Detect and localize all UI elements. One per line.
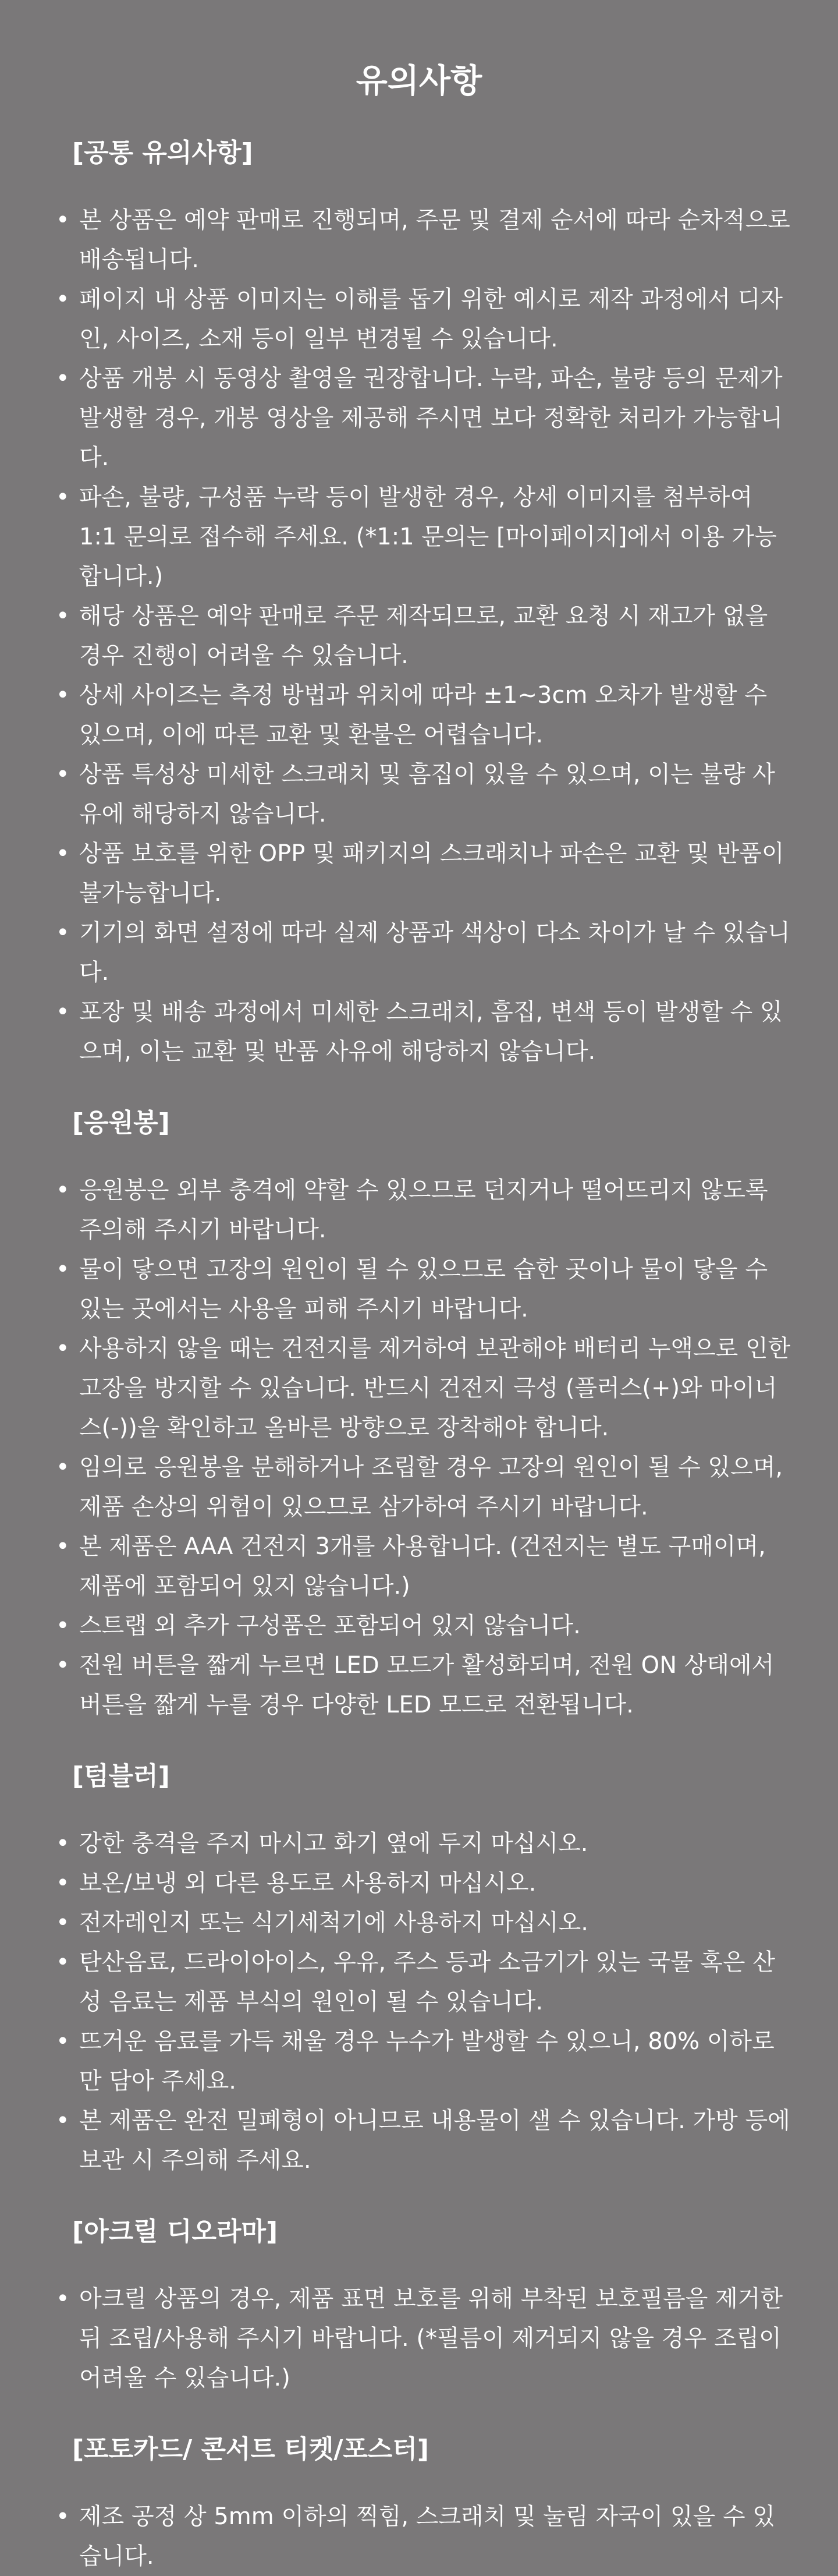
notice-text: 상세 사이즈는 측정 방법과 위치에 따라 ±1~3cm 오차가 발생할 수 있으며, 이에 따른 교환 및 환불은 어렵습니다. [79,682,768,748]
notice-text: 응원봉은 외부 충격에 약할 수 있으므로 던지거나 떨어뜨리지 않도록 주의해 주시기 바랍니다. [79,1177,768,1243]
bullet-icon: • [56,1335,70,1362]
notice-section [0,135,838,1071]
bullet-icon: • [56,2503,70,2530]
bullet-icon: • [56,1177,70,1204]
notice-item [0,279,838,359]
bullet-icon: • [56,603,70,629]
notice-item [0,1903,838,1942]
notice-text: 파손, 불량, 구성품 누락 등이 발생한 경우, 상세 이미지를 첨부하여 1:1 문의로 접수해 주세요. (*1:1 문의는 [마이페이지]에서 이용 가능합니다.) [79,484,777,590]
notice-item [0,755,838,834]
notice-item [0,200,838,279]
notice-text: 사용하지 않을 때는 건전지를 제거하여 보관해야 배터리 누액으로 인한 고장을 방지할 수 있습니다. 반드시 건전지 극성 (플러스(+)와 마이너스(-))을 확인하고 올바른 방향으로 장착해야 합니다. [79,1335,791,1441]
notice-item [0,2101,838,2180]
notice-text: 해당 상품은 예약 판매로 주문 제작되므로, 교환 요청 시 재고가 없을 경우 진행이 어려울 수 있습니다. [79,603,768,669]
notice-item [0,1646,838,1725]
notice-section [0,2214,838,2398]
section-heading: [텀블러] [72,1761,170,1791]
notice-text: 본 제품은 완전 밀폐형이 아니므로 내용물이 샐 수 있습니다. 가방 등에 보관 시 주의해 주세요. [79,2107,790,2174]
notice-sections [0,135,838,2576]
notice-text: 강한 충격을 주지 마시고 화기 옆에 두지 마십시오. [79,1830,588,1857]
notice-text: 본 상품은 예약 판매로 진행되며, 주문 및 결제 순서에 따라 순차적으로 배송됩니다. [79,207,790,273]
notice-item [0,913,838,992]
notice-item [0,477,838,596]
section-heading: [아크릴 디오라마] [72,2217,278,2246]
notice-item [0,834,838,913]
notice-text: 아크릴 상품의 경우, 제품 표면 보호를 위해 부착된 보호필름을 제거한 뒤 조립/사용해 주시기 바랍니다. (*필름이 제거되지 않을 경우 조립이 어려울 수 있습니다.) [79,2285,783,2391]
bullet-icon: • [56,999,70,1025]
notice-text: 포장 및 배송 과정에서 미세한 스크래치, 흠집, 변색 등이 발생할 수 있으며, 이는 교환 및 반품 사유에 해당하지 않습니다. [79,999,783,1065]
notice-text: 탄산음료, 드라이아이스, 우유, 주스 등과 소금기가 있는 국물 혹은 산성 음료는 제품 부식의 원인이 될 수 있습니다. [79,1949,775,2015]
bullet-icon: • [56,1830,70,1857]
bullet-icon: • [56,1256,70,1283]
notice-section [0,1758,838,2180]
notice-list [0,2279,838,2398]
notice-item [0,1863,838,1903]
notice-text: 상품 보호를 위한 OPP 및 패키지의 스크래치나 파손은 교환 및 반품이 불가능합니다. [79,840,784,907]
notice-item [0,1606,838,1646]
notice-section [0,2432,838,2576]
page-title: 유의사항 [356,62,482,100]
bullet-icon: • [56,1949,70,1976]
notice-item [0,2497,838,2576]
notice-list [0,200,838,1071]
bullet-icon: • [56,1909,70,1936]
bullet-icon: • [56,840,70,867]
bullet-icon: • [56,207,70,233]
bullet-icon: • [56,919,70,946]
notice-list [0,1824,838,2180]
notice-list [0,2497,838,2576]
bullet-icon: • [56,1533,70,1560]
notice-text: 전원 버튼을 짧게 누르면 LED 모드가 활성화되며, 전원 ON 상태에서 버튼을 짧게 누를 경우 다양한 LED 모드로 전환됩니다. [79,1652,775,1718]
notice-section [0,1105,838,1725]
notice-item [0,2022,838,2101]
notice-text: 상품 개봉 시 동영상 촬영을 권장합니다. 누락, 파손, 불량 등의 문제가 발생할 경우, 개봉 영상을 제공해 주시면 보다 정확한 처리가 가능합니다. [79,365,783,471]
notice-item [0,1448,838,1527]
bullet-icon: • [56,761,70,788]
bullet-icon: • [56,682,70,709]
notice-item [0,1527,838,1606]
bullet-icon: • [56,1454,70,1481]
notice-text: 상품 특성상 미세한 스크래치 및 흠집이 있을 수 있으며, 이는 불량 사유에 해당하지 않습니다. [79,761,775,827]
bullet-icon: • [56,484,70,511]
notice-item [0,359,838,477]
bullet-icon: • [56,2107,70,2134]
bullet-icon: • [56,365,70,392]
section-heading: [응원봉] [72,1108,170,1138]
notice-text: 페이지 내 상품 이미지는 이해를 돕기 위한 예시로 제작 과정에서 디자인, 사이즈, 소재 등이 일부 변경될 수 있습니다. [79,286,783,352]
bullet-icon: • [56,1652,70,1679]
notice-item [0,1329,838,1448]
notice-item [0,1250,838,1329]
notice-text: 보온/보냉 외 다른 용도로 사용하지 마십시오. [79,1870,537,1896]
notice-text: 전자레인지 또는 식기세척기에 사용하지 마십시오. [79,1909,589,1936]
notice-text: 뜨거운 음료를 가득 채울 경우 누수가 발생할 수 있으니, 80% 이하로만 담아 주세요. [79,2028,775,2094]
notice-item [0,596,838,675]
notice-item [0,992,838,1071]
notice-item [0,1942,838,2022]
section-heading: [공통 유의사항] [72,138,253,168]
bullet-icon: • [56,286,70,313]
notice-item [0,1824,838,1863]
bullet-icon: • [56,1870,70,1896]
bullet-icon: • [56,1612,70,1639]
notice-list [0,1170,838,1725]
notice-text: 임의로 응원봉을 분해하거나 조립할 경우 고장의 원인이 될 수 있으며, 제품 손상의 위험이 있으므로 삼가하여 주시기 바랍니다. [79,1454,783,1520]
section-heading: [포토카드/ 콘서트 티켓/포스터] [72,2435,429,2464]
bullet-icon: • [56,2285,70,2312]
notice-text: 물이 닿으면 고장의 원인이 될 수 있으므로 습한 곳이나 물이 닿을 수 있는 곳에서는 사용을 피해 주시기 바랍니다. [79,1256,768,1322]
notice-item [0,675,838,755]
bullet-icon: • [56,2028,70,2055]
notice-text: 기기의 화면 설정에 따라 실제 상품과 색상이 다소 차이가 날 수 있습니다. [79,919,790,986]
notice-item [0,2279,838,2398]
notice-item [0,1170,838,1250]
notice-text: 제조 공정 상 5mm 이하의 찍힘, 스크래치 및 눌림 자국이 있을 수 있습니다. [79,2503,776,2570]
notice-text: 본 제품은 AAA 건전지 3개를 사용합니다. (건전지는 별도 구매이며, 제품에 포함되어 있지 않습니다.) [79,1533,766,1600]
notice-text: 스트랩 외 추가 구성품은 포함되어 있지 않습니다. [79,1612,581,1639]
